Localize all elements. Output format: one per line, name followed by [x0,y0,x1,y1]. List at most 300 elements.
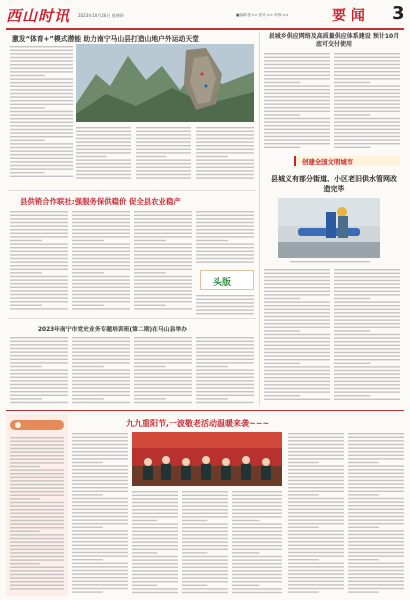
text-line [264,359,330,360]
greeked-text-lines [134,210,192,314]
text-line [348,455,404,456]
text-line [10,563,40,564]
text-line [182,549,228,550]
text-line [134,276,192,277]
text-line [132,527,178,528]
text-line [182,502,228,503]
text-line [334,125,400,126]
text-line [264,114,300,115]
text-line [10,552,64,553]
text-line [10,538,64,539]
text-line [264,53,330,54]
text-line [134,391,192,392]
text-line [10,236,68,237]
text-line [334,341,400,342]
text-line [196,229,254,230]
text-line [334,298,370,299]
text-line [72,501,128,502]
text-line [288,512,344,513]
text-line [136,167,191,168]
text-line [232,574,282,575]
text-line [72,387,130,388]
text-line [134,348,192,349]
text-line [76,134,131,135]
text-line [334,75,400,76]
text-line [10,75,45,76]
text-line [288,573,344,574]
text-line [10,265,68,266]
text-line [134,269,192,270]
text-line [72,458,128,459]
text-line [134,366,166,367]
article-body [134,210,192,314]
text-line [334,89,400,90]
text-line [182,491,228,492]
text-line [232,585,260,586]
text-line [196,373,254,374]
text-line [334,348,400,349]
masthead-editors: ■编辑:张×× 校对:×× 审核:×× [236,13,289,17]
text-line [196,251,254,252]
text-line [72,276,130,277]
text-line [288,455,344,456]
text-line [348,501,404,502]
text-line [10,556,64,557]
text-line [334,291,400,292]
text-line [72,236,130,237]
text-line [348,487,404,488]
section-title: 要 闻 [332,8,365,24]
text-line [132,534,178,535]
pipe-worker-image [278,198,380,258]
text-line [264,355,330,356]
text-line [196,167,254,168]
article-body [182,490,228,596]
text-line [196,362,254,363]
text-line [10,215,68,216]
text-line [334,312,400,313]
text-line [72,369,130,370]
text-line [182,520,207,521]
article-body [72,336,130,406]
text-line [76,145,131,146]
text-line [348,476,404,477]
text-line [264,111,330,112]
text-line [232,498,282,499]
text-line [196,359,254,360]
text-line [10,369,68,370]
text-line [72,516,128,517]
text-line [196,402,254,403]
text-line [72,570,128,571]
text-line [348,451,404,452]
text-line [264,96,330,97]
text-line [334,377,400,378]
text-line [136,174,191,175]
text-line [132,505,178,506]
text-line [334,309,400,310]
text-line [10,505,64,506]
column-divider [259,32,260,406]
text-line [196,387,254,388]
text-line [136,170,191,171]
text-line [10,531,40,532]
text-line [132,570,178,571]
article-photo [76,44,254,122]
text-line [334,319,400,320]
text-line [132,585,157,586]
text-line [288,584,344,585]
text-line [264,118,330,119]
text-line [10,64,73,65]
greeked-text-lines [182,490,228,596]
text-line [348,483,404,484]
text-line [288,577,344,578]
text-line [348,548,404,549]
text-line [10,136,73,137]
text-line [10,305,42,306]
text-line [334,147,370,148]
text-line [264,327,330,328]
text-line [76,163,131,164]
text-line [196,302,254,303]
text-line [72,534,128,535]
text-line [182,531,228,532]
text-line [10,279,68,280]
text-line [182,513,228,514]
text-line [72,240,104,241]
text-line [10,384,68,385]
text-line [264,85,330,86]
text-line [264,57,330,58]
article-body [196,336,254,406]
text-line [10,451,64,452]
text-line [132,516,178,517]
text-line [232,570,282,571]
text-line [136,138,191,139]
text-line [264,75,330,76]
text-line [182,541,228,542]
text-line [134,272,166,273]
text-line [196,240,228,241]
text-line [10,68,73,69]
text-line [10,272,42,273]
text-line [10,269,68,270]
text-line [10,129,73,130]
text-line [10,570,64,571]
text-line [72,348,130,349]
article-body [196,126,254,182]
text-line [72,261,130,262]
text-line [196,233,254,234]
text-line [132,498,178,499]
article-body [334,52,400,152]
text-line [264,100,330,101]
greeked-text-lines [72,210,130,314]
text-line [72,491,128,492]
text-line [334,373,400,374]
text-line [72,218,130,219]
civilization-banner [294,156,400,166]
text-line [334,334,400,335]
text-line [10,290,68,291]
text-line [334,64,400,65]
text-line [264,283,330,284]
text-line [136,145,191,146]
text-line [348,584,404,585]
article-photo [132,432,282,486]
text-line [288,476,344,477]
text-line [348,555,404,556]
text-line [10,366,42,367]
text-line [348,505,404,506]
text-line [196,174,254,175]
text-line [288,447,344,448]
text-line [348,494,379,495]
text-line [264,330,300,331]
text-line [334,67,400,68]
text-line [288,541,344,542]
text-line [334,305,400,306]
greeked-text-lines [76,126,131,182]
text-line [76,170,131,171]
text-line [10,398,42,399]
text-line [72,433,128,434]
text-line [10,57,73,58]
text-line [182,556,228,557]
greeked-text-lines [196,294,254,316]
text-line [134,398,166,399]
text-line [232,588,282,589]
text-line [134,384,192,385]
text-line [334,276,400,277]
text-line [288,440,344,441]
text-line [264,121,330,122]
text-line [182,498,228,499]
text-line [10,351,68,352]
greeked-text-lines [232,490,282,596]
text-line [72,269,130,270]
text-line [134,247,192,248]
section-divider [8,318,256,319]
text-line [72,505,128,506]
headline-trade: 县城乡供应网络及高质量供应体系建设 预计10月底可交付使用 [268,33,400,48]
text-line [72,337,130,338]
text-line [196,337,254,338]
text-line [264,319,330,320]
text-line [10,585,64,586]
text-line [10,258,68,259]
article-body [10,45,73,181]
text-line [182,509,228,510]
article-body [132,490,178,596]
text-line [72,215,130,216]
text-line [10,158,73,159]
text-line [348,512,404,513]
text-line [264,345,330,346]
greeked-text-lines [72,432,128,596]
page-number: 3 [392,3,405,24]
text-line [264,352,330,353]
text-line [10,437,64,438]
text-line [10,477,64,478]
text-line [72,451,128,452]
text-line [348,530,404,531]
text-line [10,111,73,112]
text-line [10,78,73,79]
text-line [10,50,73,51]
article-photo [278,198,380,258]
text-line [232,592,282,593]
text-line [334,327,400,328]
text-line [132,567,178,568]
text-line [10,276,68,277]
text-line [10,93,73,94]
text-line [72,588,128,589]
text-line [76,149,131,150]
text-line [72,377,130,378]
text-line [72,512,128,513]
text-line [196,243,254,244]
text-line [10,480,64,481]
text-line [232,567,282,568]
article-body [232,490,282,596]
text-line [10,520,64,521]
text-line [232,552,260,553]
text-line [72,440,128,441]
text-line [348,559,379,560]
text-line [10,509,64,510]
text-line [136,152,191,153]
text-line [10,46,73,47]
text-line [334,107,400,108]
text-line [288,591,319,592]
text-line [348,566,404,567]
text-line [348,541,404,542]
text-line [288,509,344,510]
text-line [10,498,40,499]
text-line [334,337,400,338]
text-line [10,441,64,442]
text-line [134,341,192,342]
text-line [72,279,130,280]
text-line [182,505,228,506]
text-line [264,107,330,108]
text-line [10,229,68,230]
text-line [264,388,330,389]
text-line [134,233,192,234]
text-line [132,563,178,564]
text-line [76,156,106,157]
text-line [348,440,404,441]
text-line [196,313,254,314]
text-line [196,395,254,396]
decorative-banner-icon [10,418,64,432]
text-line [10,122,73,123]
text-line [136,127,191,128]
text-line [196,215,254,216]
text-line [132,495,178,496]
text-line [288,555,344,556]
text-line [196,366,228,367]
text-line [72,462,103,463]
text-line [10,377,68,378]
text-line [334,391,400,392]
article-body [72,432,128,596]
text-line [134,229,192,230]
text-line [348,519,404,520]
text-line [288,498,344,499]
text-line [76,159,131,160]
text-line [182,545,228,546]
text-line [10,283,68,284]
text-line [196,131,254,132]
text-line [288,566,344,567]
text-line [348,473,404,474]
text-line [72,552,128,553]
greeked-text-lines [10,210,68,314]
text-line [72,447,128,448]
text-line [182,585,207,586]
text-line [264,334,330,335]
text-line [72,229,130,230]
text-line [76,131,131,132]
text-line [72,555,128,556]
text-line [288,444,344,445]
text-line [348,433,404,434]
text-line [264,269,330,270]
text-line [72,366,104,367]
text-line [196,159,254,160]
text-line [72,584,128,585]
text-line [72,527,103,528]
text-line [232,495,282,496]
text-line [134,387,192,388]
text-line [334,388,400,389]
text-line [348,462,379,463]
text-line [182,574,228,575]
text-line [264,341,330,342]
text-line [182,552,207,553]
headline-sports: 激发“体育+”模式潜能 助力南宁马山县打造山地户外运动天堂 [12,35,199,43]
text-line [334,399,400,400]
text-line [72,537,128,538]
text-line [132,581,178,582]
text-line [232,545,282,546]
text-line [134,254,192,255]
text-line [334,352,400,353]
article-body [72,210,130,314]
text-line [132,549,178,550]
text-line [134,290,192,291]
text-line [10,355,68,356]
text-line [196,236,254,237]
text-line [10,254,68,255]
text-line [196,295,254,296]
text-line [134,395,192,396]
text-line [72,398,104,399]
text-line [182,588,228,589]
text-line [134,283,192,284]
text-line [134,222,192,223]
text-line [288,519,344,520]
text-line [348,591,379,592]
text-line [134,359,192,360]
text-line [136,131,191,132]
text-line [232,581,282,582]
text-line [10,466,40,467]
text-line [264,71,330,72]
